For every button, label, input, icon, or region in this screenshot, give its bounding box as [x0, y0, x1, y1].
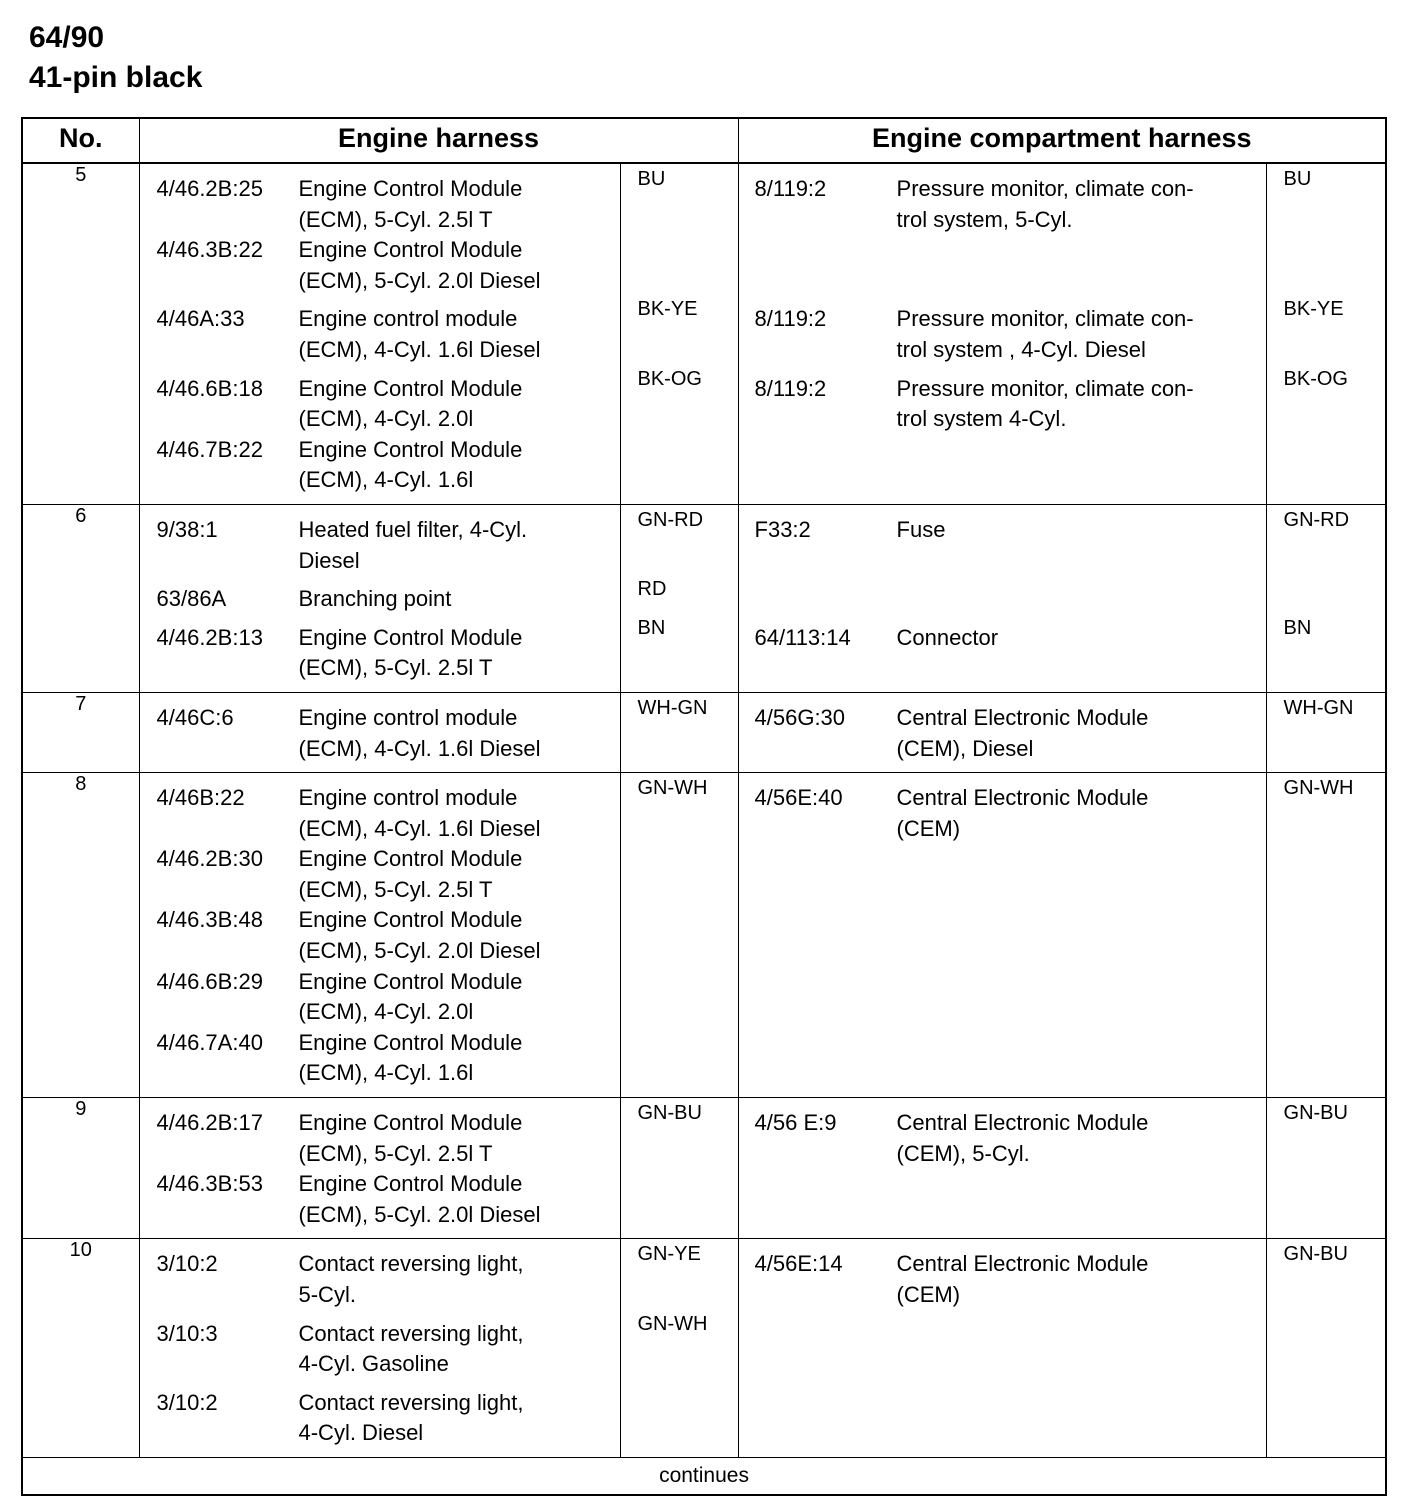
engine-component-description: Engine Control Module (ECM), 4-Cyl. 2.0l — [298, 968, 523, 1025]
table-row — [22, 163, 1386, 504]
engine-harness-cell — [139, 773, 620, 1098]
engine-component-code: 9/38:1 — [156, 516, 218, 542]
engine-wire-color: GN-WH — [637, 777, 708, 800]
engine-wire-color: GN-WH — [637, 1312, 708, 1335]
engine-component-code: 4/46.6B:18 — [156, 375, 263, 401]
engine-component-description: Engine Control Module (ECM), 4-Cyl. 2.0l — [298, 375, 523, 432]
engine-wire-color-cell — [620, 1239, 738, 1458]
compartment-component-code: 64/113:14 — [754, 624, 851, 650]
engine-component-code: 4/46.7B:22 — [156, 436, 263, 462]
engine-component-description: Engine Control Module (ECM), 4-Cyl. 1.6l — [298, 1029, 523, 1086]
engine-harness-cell — [139, 163, 620, 504]
engine-wire-color-cell — [620, 1098, 738, 1239]
compartment-component-code: 8/119:2 — [754, 176, 827, 201]
compartment-wire-color: WH-GN — [1283, 696, 1354, 719]
engine-wire-color: GN-YE — [637, 1243, 701, 1266]
engine-component-description: Engine Control Module (ECM), 5-Cyl. 2.5l T — [298, 846, 523, 902]
compartment-component-code: 4/56E:14 — [754, 1251, 843, 1277]
pin-number: 8 — [22, 773, 139, 1098]
compartment-component-description: Central Electronic Module (CEM), Diesel — [896, 704, 1149, 761]
engine-wire-color-cell — [620, 692, 738, 772]
engine-wire-color-cell — [620, 163, 738, 504]
compartment-harness-cell — [738, 773, 1266, 1098]
engine-component-description: Engine Control Module (ECM), 4-Cyl. 1.6l — [298, 436, 523, 493]
engine-wire-color: BU — [637, 168, 666, 190]
compartment-component-description: Central Electronic Module (CEM) — [896, 785, 1149, 841]
pin-number: 6 — [22, 504, 139, 692]
engine-component-description: Engine Control Module (ECM), 5-Cyl. 2.5l T — [298, 176, 523, 232]
table-row — [22, 773, 1386, 1098]
engine-component-description: Engine Control Module (ECM), 5-Cyl. 2.0l Diesel — [298, 907, 541, 964]
compartment-component-code: 4/56E:40 — [754, 785, 843, 811]
compartment-wire-color-cell — [1266, 504, 1386, 692]
engine-harness-cell — [139, 504, 620, 692]
engine-component-description: Engine control module (ECM), 4-Cyl. 1.6l Diesel — [298, 704, 541, 761]
pin-assignment-table — [21, 117, 1387, 1496]
compartment-component-description: Central Electronic Module (CEM) — [896, 1251, 1149, 1307]
connector-id: 64/90 — [29, 21, 105, 54]
compartment-wire-color: BK-OG — [1283, 367, 1348, 390]
engine-component-description: Engine Control Module (ECM), 5-Cyl. 2.5l T — [298, 624, 523, 681]
engine-component-description: Engine control module (ECM), 4-Cyl. 1.6l Diesel — [298, 785, 541, 841]
engine-component-code: 4/46A:33 — [156, 306, 245, 332]
compartment-component-code: 4/56G:30 — [754, 704, 846, 730]
compartment-harness-cell — [738, 163, 1266, 504]
engine-component-description: Engine control module (ECM), 4-Cyl. 1.6l Diesel — [298, 306, 541, 362]
table-row — [22, 1098, 1386, 1239]
compartment-component-description: Fuse — [896, 516, 946, 542]
pin-number: 9 — [22, 1098, 139, 1239]
compartment-wire-color-cell — [1266, 1098, 1386, 1239]
engine-component-code: 3/10:2 — [156, 1389, 218, 1415]
compartment-wire-color-cell — [1266, 1239, 1386, 1458]
engine-wire-color: WH-GN — [637, 696, 708, 719]
engine-component-code: 3/10:2 — [156, 1251, 218, 1277]
engine-component-description: Contact reversing light, 5-Cyl. — [298, 1251, 524, 1307]
compartment-component-code: 8/119:2 — [754, 375, 827, 401]
engine-component-code: 4/46.2B:17 — [156, 1110, 263, 1136]
pin-number: 10 — [22, 1239, 139, 1458]
engine-harness-cell — [139, 1239, 620, 1458]
engine-component-code: 4/46.7A:40 — [156, 1029, 263, 1055]
continues-note: continues — [22, 1457, 1386, 1495]
engine-wire-color: GN-RD — [637, 508, 704, 531]
compartment-wire-color: BU — [1283, 168, 1312, 190]
compartment-wire-color-cell — [1266, 163, 1386, 504]
engine-component-description: Engine Control Module (ECM), 5-Cyl. 2.0l Diesel — [298, 237, 541, 293]
table-row — [22, 504, 1386, 692]
engine-component-description: Branching point — [298, 586, 452, 612]
table-row — [22, 692, 1386, 772]
compartment-harness-cell — [738, 1239, 1266, 1458]
compartment-wire-color: GN-RD — [1283, 508, 1350, 531]
engine-wire-color-cell — [620, 504, 738, 692]
engine-component-description: Contact reversing light, 4-Cyl. Gasoline — [298, 1320, 524, 1377]
compartment-component-description: Connector — [896, 624, 999, 650]
engine-component-code: 63/86A — [156, 586, 227, 612]
compartment-harness-cell — [738, 504, 1266, 692]
compartment-wire-color-cell — [1266, 773, 1386, 1098]
engine-component-code: 4/46.3B:48 — [156, 907, 263, 933]
engine-harness-cell — [139, 692, 620, 772]
engine-component-code: 3/10:3 — [156, 1320, 218, 1346]
compartment-wire-color: BN — [1283, 616, 1312, 639]
engine-component-code: 4/46.2B:25 — [156, 176, 263, 201]
engine-component-description: Engine Control Module (ECM), 5-Cyl. 2.0l Diesel — [298, 1171, 541, 1227]
header-no: No. — [22, 118, 139, 157]
engine-wire-color: GN-BU — [637, 1102, 702, 1125]
engine-component-code: 4/46B:22 — [156, 785, 245, 811]
compartment-component-code: F33:2 — [754, 516, 811, 542]
engine-component-code: 4/46.2B:13 — [156, 624, 263, 650]
engine-component-description: Contact reversing light, 4-Cyl. Diesel — [298, 1389, 524, 1446]
header-engine-harness: Engine harness — [139, 118, 738, 157]
compartment-wire-color: GN-BU — [1283, 1243, 1348, 1266]
compartment-component-code: 8/119:2 — [754, 306, 827, 332]
compartment-component-description: Pressure monitor, climate con- trol system 4-Cyl. — [896, 375, 1194, 432]
pin-number: 7 — [22, 692, 139, 772]
engine-wire-color: BN — [637, 616, 666, 639]
compartment-harness-cell — [738, 692, 1266, 772]
engine-component-code: 4/46.2B:30 — [156, 846, 263, 872]
engine-wire-color: BK-OG — [637, 367, 702, 390]
pin-number: 5 — [22, 163, 139, 504]
engine-component-code: 4/46.3B:53 — [156, 1171, 263, 1197]
engine-component-description: Engine Control Module (ECM), 5-Cyl. 2.5l T — [298, 1110, 523, 1166]
engine-wire-color: BK-YE — [637, 298, 698, 321]
engine-component-code: 4/46C:6 — [156, 704, 234, 730]
compartment-component-code: 4/56 E:9 — [754, 1110, 837, 1136]
compartment-wire-color-cell — [1266, 692, 1386, 772]
compartment-component-description: Central Electronic Module (CEM), 5-Cyl. — [896, 1110, 1149, 1166]
engine-component-code: 4/46.3B:22 — [156, 237, 263, 263]
compartment-component-description: Pressure monitor, climate con- trol system , 4-Cyl. Diesel — [896, 306, 1194, 362]
engine-component-code: 4/46.6B:29 — [156, 968, 263, 994]
engine-component-description: Heated fuel filter, 4-Cyl. Diesel — [298, 516, 528, 573]
compartment-wire-color: BK-YE — [1283, 298, 1344, 321]
engine-harness-cell — [139, 1098, 620, 1239]
connector-description: 41-pin black — [29, 61, 203, 94]
compartment-harness-cell — [738, 1098, 1266, 1239]
engine-wire-color-cell — [620, 773, 738, 1098]
engine-wire-color: RD — [637, 578, 667, 601]
table-row — [22, 1239, 1386, 1458]
compartment-component-description: Pressure monitor, climate con- trol system, 5-Cyl. — [896, 176, 1194, 232]
compartment-wire-color: GN-WH — [1283, 777, 1354, 800]
compartment-wire-color: GN-BU — [1283, 1102, 1348, 1125]
header-engine-compartment-harness: Engine compartment harness — [738, 118, 1386, 157]
